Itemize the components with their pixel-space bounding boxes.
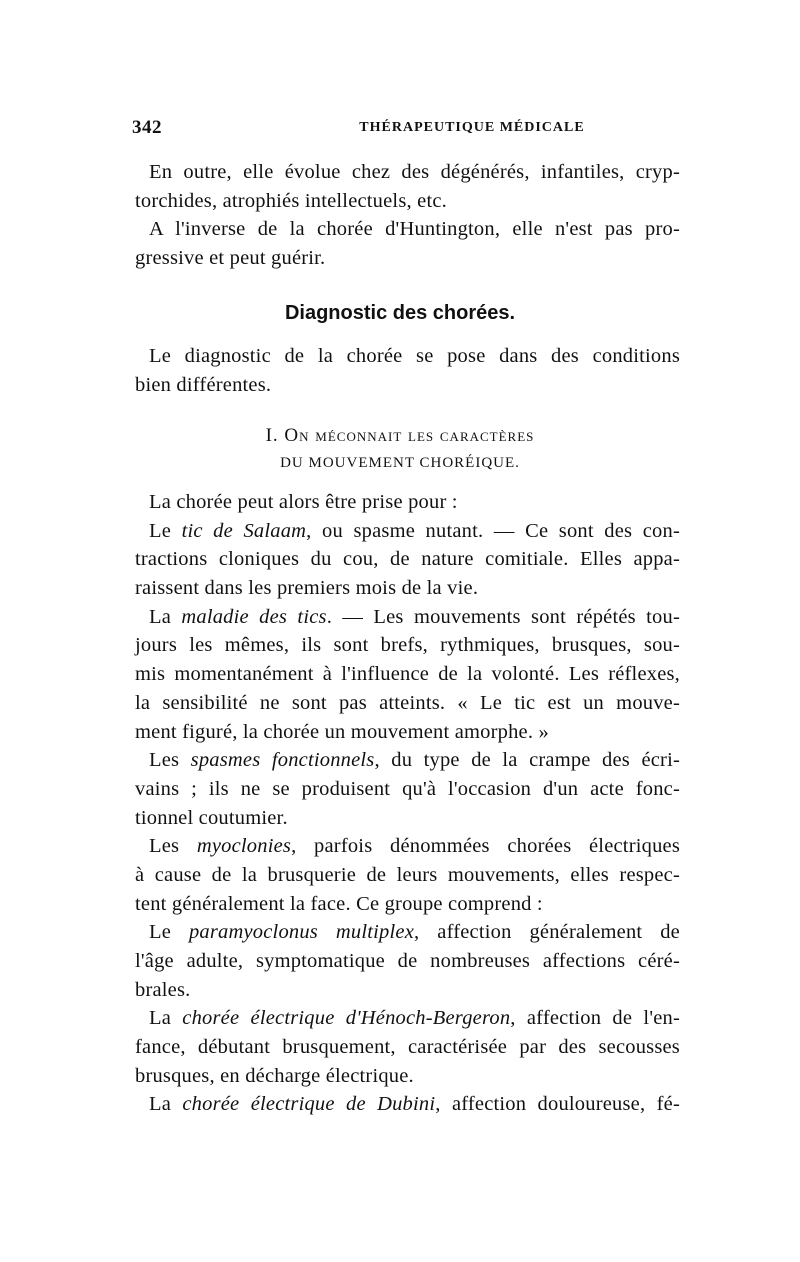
italic-term: tic de Salaam <box>181 519 307 542</box>
text-run: La <box>149 605 182 628</box>
page-header <box>132 117 682 141</box>
italic-term: spasmes fonctionnels <box>190 749 375 772</box>
text-run: , du type de la crampe des écri- <box>374 749 680 772</box>
text-line: la sensibilité ne sont pas atteints. « Le tic est un mouve- <box>135 691 680 714</box>
subsection-heading-text: I. On méconnait les caractères <box>265 425 535 446</box>
intro-paragraph <box>135 158 680 273</box>
text-run: Les <box>149 749 191 772</box>
subsection-heading-text: DU MOUVEMENT CHORÉIQUE. <box>280 455 520 471</box>
text-run: La <box>149 1007 183 1030</box>
text-line: vains ; ils ne se produisent qu'à l'occasion d'un acte fonc- <box>135 777 680 800</box>
text-run: Les <box>149 835 197 858</box>
diagnosis-intro-paragraph <box>135 342 680 399</box>
text-line: tractions cloniques du cou, de nature comitiale. Elles appa- <box>135 548 680 571</box>
text-line <box>135 918 680 947</box>
text-line: ment figuré, la chorée un mouvement amorphe. » <box>135 720 549 743</box>
italic-term: chorée électrique d'Hénoch-Bergeron <box>182 1007 511 1030</box>
text-line: bien différentes. <box>135 373 272 396</box>
text-line: La chorée peut alors être prise pour : <box>149 491 458 513</box>
running-head: THÉRAPEUTIQUE MÉDICALE <box>359 120 585 135</box>
text-line: gressive et peut guérir. <box>135 247 326 270</box>
text-line: à cause de la brusquerie de leurs mouvements, elles respec- <box>135 863 680 886</box>
text-line: A l'inverse de la chorée d'Huntington, elle n'est pas pro- <box>149 218 680 241</box>
text-run: , parfois dénommées chorées électriques <box>291 835 680 858</box>
text-line: torchides, atrophiés intellectuels, etc. <box>135 189 447 212</box>
text-run: , affection généralement de <box>414 921 680 944</box>
text-line: tent généralement la face. Ce groupe comprend : <box>135 892 543 915</box>
text-run: , affection de l'en- <box>510 1007 680 1030</box>
text-line: raissent dans les premiers mois de la vie. <box>135 577 479 600</box>
text-line <box>135 603 680 632</box>
text-line <box>135 1004 680 1033</box>
text-line: tionnel coutumier. <box>135 806 288 829</box>
italic-term: chorée électrique de Dubini <box>182 1093 436 1116</box>
page-number: 342 <box>132 117 162 138</box>
text-run: La <box>149 1093 183 1116</box>
italic-term: paramyoclonus multiplex <box>188 921 414 944</box>
text-line: En outre, elle évolue chez des dégénérés, infantiles, cryp- <box>149 161 680 183</box>
text-line <box>135 1090 680 1119</box>
main-text <box>135 488 680 1119</box>
text-run: Le <box>149 921 189 944</box>
text-run: , affection douloureuse, fé- <box>435 1093 680 1116</box>
text-line <box>135 832 680 861</box>
italic-term: myoclonies <box>196 835 292 858</box>
text-line: brales. <box>135 978 191 1001</box>
text-run: , ou spasme nutant. — Ce sont des con- <box>306 519 680 542</box>
text-line: Le diagnostic de la chorée se pose dans des conditions <box>149 345 680 367</box>
text-run: . — Les mouvements sont répétés tou- <box>326 605 680 628</box>
italic-term: maladie des tics <box>181 605 327 628</box>
text-line <box>135 746 680 775</box>
subsection-heading-line-2 <box>0 455 800 472</box>
text-line: brusques, en décharge électrique. <box>135 1064 414 1087</box>
text-run: Le <box>149 519 182 542</box>
text-line: fance, débutant brusquement, caractérisée par des secousses <box>135 1036 680 1059</box>
text-line: l'âge adulte, symptomatique de nombreuses affections céré- <box>135 950 680 972</box>
section-title: Diagnostic des chorées. <box>284 302 516 324</box>
text-line <box>135 517 680 546</box>
subsection-heading-line-1 <box>0 425 800 447</box>
text-line: jours les mêmes, ils sont brefs, rythmiques, brusques, sou- <box>135 634 680 657</box>
text-line: mis momentanément à l'influence de la volonté. Les réflexes, <box>135 663 680 686</box>
